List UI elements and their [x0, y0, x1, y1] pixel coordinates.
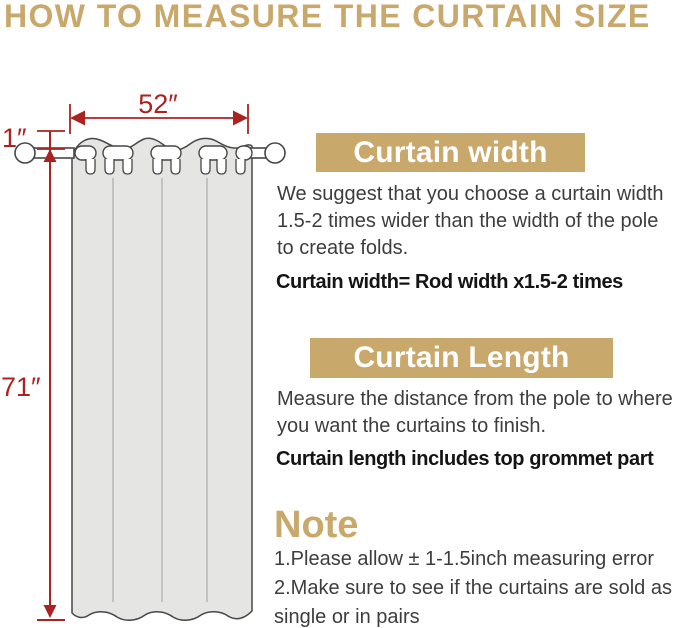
curtain-width-body-text: We suggest that you choose a curtain width 1.5-2 times wider than the width of the pole to create folds. [277, 183, 664, 259]
grommet-offset-label: 1″ [2, 123, 27, 153]
arrow-right-icon [233, 111, 248, 126]
section-heading-label: Curtain Length [353, 341, 570, 374]
curtain-length-formula: Curtain length includes top grommet part [276, 448, 654, 470]
curtain-measurement-diagram [0, 80, 300, 628]
note-heading: Note [274, 504, 359, 546]
width-dimension-label: 52″ [138, 89, 178, 119]
curtain-length-body-text: Measure the distance from the pole to where you want the curtains to finish. [277, 388, 673, 437]
length-dimension-label: 71″ [1, 372, 41, 402]
arrow-left-icon [70, 111, 85, 126]
section-heading-curtain-width [316, 133, 585, 172]
curtain-width-formula: Curtain width= Rod width x1.5-2 times [276, 271, 623, 293]
section-heading-curtain-length [310, 338, 613, 378]
page-title: HOW TO MEASURE THE CURTAIN SIZE [4, 0, 651, 34]
note-list [274, 545, 679, 628]
note-item-1: 1.Please allow ± 1-1.5inch measuring error [274, 548, 655, 570]
length-dimension [37, 131, 65, 620]
curtain-diagram-svg [0, 80, 300, 628]
rod-finial-right [265, 143, 285, 163]
note-item-2: 2.Make sure to see if the curtains are sold as single or in pairs [274, 577, 672, 628]
section-heading-label: Curtain width [353, 135, 548, 169]
arrow-down-icon [44, 605, 57, 618]
